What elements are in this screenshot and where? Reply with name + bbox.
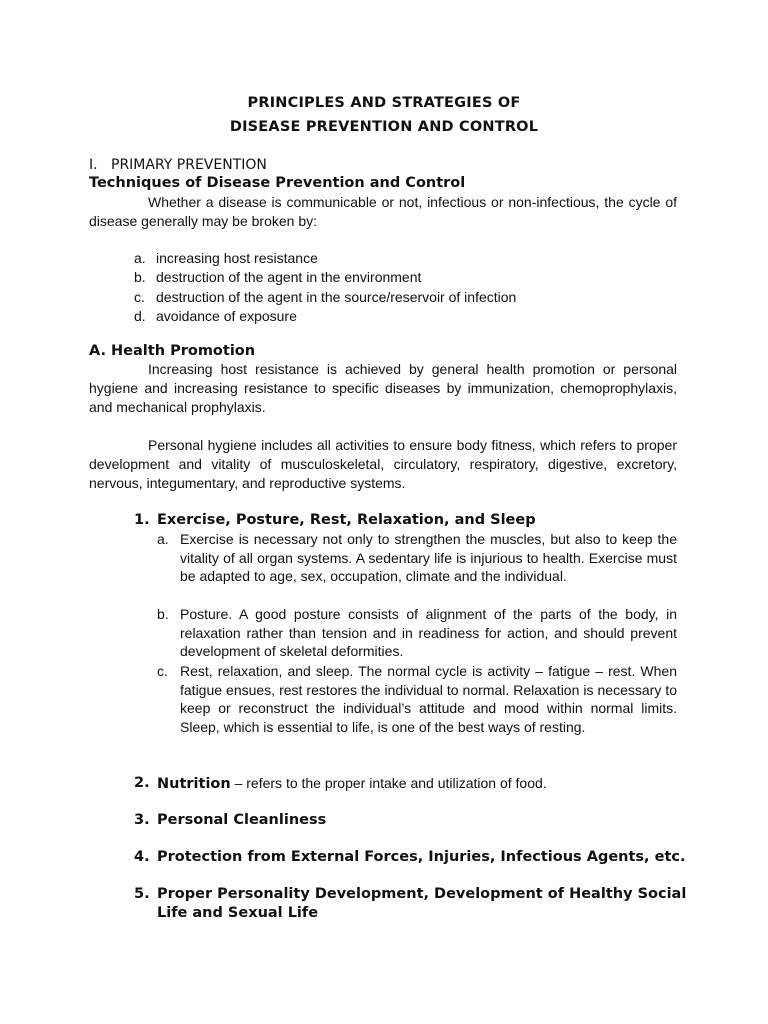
list-item-text: destruction of the agent in the source/reservoir of infection xyxy=(156,288,517,305)
sub-item-marker: b. xyxy=(157,606,169,622)
item-heading: Exercise, Posture, Rest, Relaxation, and Sleep xyxy=(157,512,536,528)
techniques-subheading: Techniques of Disease Prevention and Control xyxy=(89,175,466,191)
section-primary-prevention-heading xyxy=(89,157,267,173)
item-heading: Nutrition xyxy=(157,776,231,792)
item-number: 2. xyxy=(134,775,150,791)
list-item xyxy=(134,288,516,307)
list-item xyxy=(134,249,516,268)
sub-item-text: Posture. A good posture consists of alignment of the parts of the body, in relaxation rather than tension and in readiness for action, and should prevent development of skeletal deformities. xyxy=(180,606,677,660)
list-marker: a. xyxy=(134,250,146,266)
list-item-text: avoidance of exposure xyxy=(156,307,297,324)
list-item xyxy=(134,307,516,326)
document-title-line-2: DISEASE PREVENTION AND CONTROL xyxy=(229,119,539,135)
item-description: – refers to the proper intake and utilization of food. xyxy=(230,775,547,791)
item-number: 5. xyxy=(134,886,150,902)
item-heading-line xyxy=(157,774,547,794)
item-heading: Personal Cleanliness xyxy=(157,812,327,828)
list-item-text: increasing host resistance xyxy=(156,250,318,266)
list-item xyxy=(134,268,516,287)
sub-item-marker: c. xyxy=(157,663,168,679)
health-promotion-paragraph: Increasing host resistance is achieved by general health promotion or personal hygiene and increasing resistance to specific diseases by immunization, chemoprophylaxis, and mechanical prophylaxis. xyxy=(89,361,677,415)
item-number: 1. xyxy=(134,512,150,528)
health-promotion-heading: A. Health Promotion xyxy=(89,343,256,359)
list-marker: d. xyxy=(134,307,146,324)
intro-paragraph: Whether a disease is communicable or not, infectious or non-infectious, the cycle of disease generally may be broken by: xyxy=(89,194,677,229)
sub-item-posture xyxy=(157,605,677,661)
list-marker: b. xyxy=(134,269,146,286)
sub-item-text: Rest, relaxation, and sleep. The normal cycle is activity – fatigue – rest. When fatigue ensues, rest restores the individual to normal. Relaxation is necessary to keep or reconstruct the individual’s attitude and mood within normal limits. Sleep, which is essential to life, is one of the best ways of resting. xyxy=(180,663,677,735)
sub-item-text: Exercise is necessary not only to strengthen the muscles, but also to keep the vitality of all organ systems. A sedentary life is injurious to health. Exercise must be adapted to age, sex, occupation, climate and the individual. xyxy=(180,531,677,585)
list-marker: c. xyxy=(134,288,145,305)
sub-item-rest-relaxation-sleep xyxy=(157,662,677,736)
item-heading: Proper Personality Development, Development of Healthy Social Life and Sexual Life xyxy=(157,886,687,921)
item-number: 3. xyxy=(134,812,150,828)
document-title-line-1: PRINCIPLES AND STRATEGIES OF xyxy=(247,95,521,111)
sub-item-marker: a. xyxy=(157,531,169,547)
cycle-break-list xyxy=(134,249,516,326)
item-heading: Protection from External Forces, Injuries, Infectious Agents, etc. xyxy=(157,849,686,865)
list-item-text: destruction of the agent in the environment xyxy=(156,269,422,286)
item-number: 4. xyxy=(134,849,150,865)
personal-hygiene-paragraph: Personal hygiene includes all activities to ensure body fitness, which refers to proper development and vitality of musculoskeletal, circulatory, respiratory, digestive, excretory, nervous, integumentary, and reproductive systems. xyxy=(89,437,677,491)
sub-item-exercise xyxy=(157,530,677,586)
section-title: PRIMARY PREVENTION xyxy=(111,157,267,173)
section-number: I. xyxy=(89,157,98,173)
